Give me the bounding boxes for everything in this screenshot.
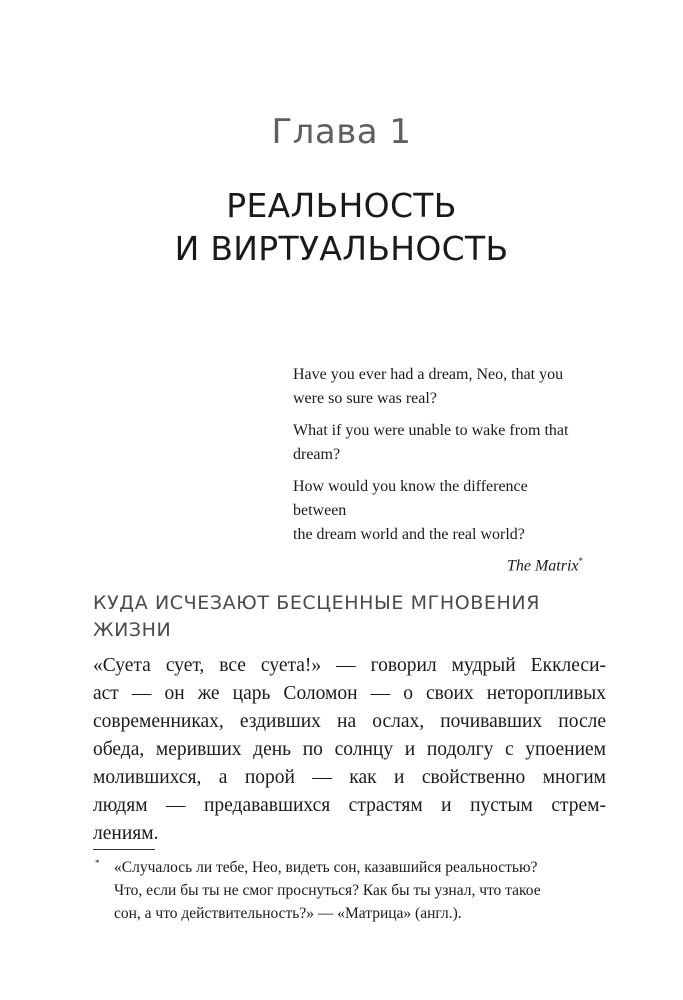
footnote-mark: *: [95, 858, 100, 868]
epigraph-line: Have you ever had a dream, Neo, that you: [293, 366, 564, 383]
body-line: лениям.: [93, 823, 159, 844]
footnote-divider: [93, 849, 155, 850]
epigraph-paragraph: [293, 419, 583, 467]
footnote: [93, 856, 606, 925]
body-line: «Суета сует, все суета!» — говорил мудрый Екклеси-: [93, 655, 606, 676]
body-line: людям — предававшихся страстям и пустым стрем-: [93, 795, 606, 816]
chapter-number: Глава 1: [271, 112, 412, 152]
footnote-line: Что, если бы ты не смог проснуться? Как бы ты узнал, что такое: [114, 882, 541, 899]
section-heading: [93, 590, 593, 644]
section-heading-line: ЖИЗНИ: [93, 619, 172, 641]
epigraph-source-title: The Matrix: [506, 557, 579, 575]
epigraph-line: dream?: [293, 446, 341, 463]
footnote-line-text: «Случалось ли тебе, Нео, видеть сон, казавшийся реальностью?: [114, 859, 538, 876]
chapter-title-line: И ВИРТУАЛЬНОСТЬ: [174, 229, 509, 268]
chapter-title-line: РЕАЛЬНОСТЬ: [226, 186, 457, 225]
epigraph-source: [293, 549, 583, 578]
epigraph-line: What if you were unable to wake from that: [293, 422, 569, 439]
epigraph-line: were so sure was real?: [293, 390, 437, 407]
epigraph-paragraph: [293, 363, 583, 411]
body-line: обеда, меривших день по солнцу и подолгу с упоением: [93, 739, 606, 760]
body-line: современниках, ездивших на ослах, почивавших после: [93, 711, 606, 732]
body-line: аст — он же царь Соломон — о своих неторопливых: [93, 683, 606, 704]
section-heading-line: КУДА ИСЧЕЗАЮТ БЕСЦЕННЫЕ МГНОВЕНИЯ: [93, 592, 541, 614]
epigraph-line: the dream world and the real world?: [293, 526, 525, 543]
epigraph-paragraph: [293, 475, 583, 547]
footnote-line: [93, 856, 606, 879]
chapter-title: [0, 184, 683, 270]
body-line: молившихся, а порой — как и свойственно многим: [93, 767, 606, 788]
footnote-reference-mark[interactable]: *: [578, 556, 583, 566]
epigraph: [293, 363, 583, 578]
footnote-line: сон, а что действительность?» — «Матрица» (англ.).: [114, 905, 462, 922]
epigraph-line: How would you know the difference between: [293, 478, 528, 519]
body-paragraph: [93, 652, 606, 848]
